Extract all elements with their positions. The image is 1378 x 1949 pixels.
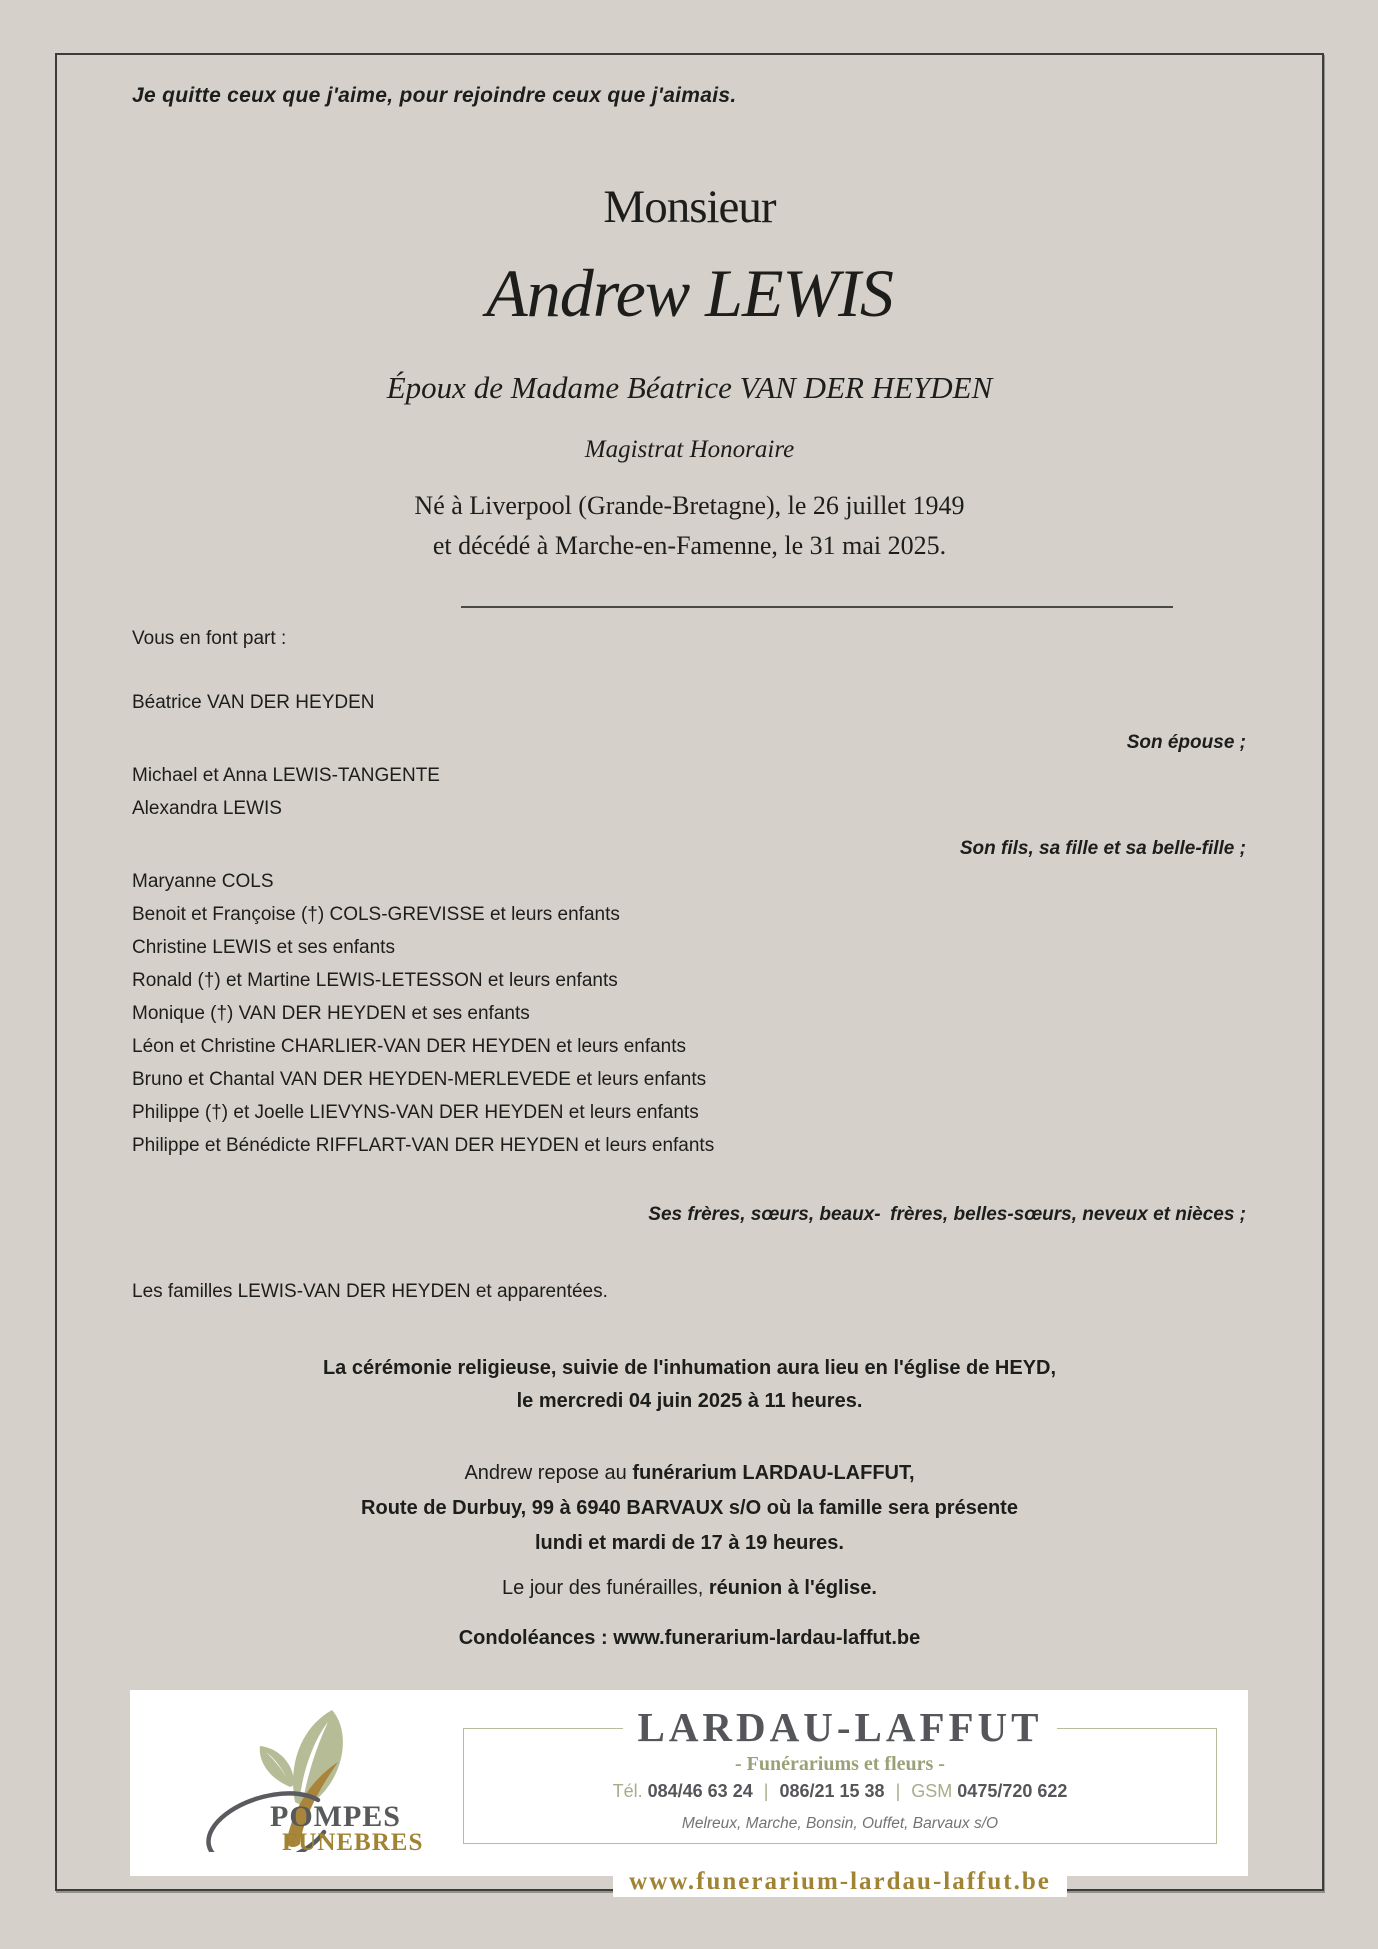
repose-line-1 [55, 1456, 1324, 1491]
gsm-label: GSM [911, 1781, 953, 1801]
gsm-number: 0475/720 622 [957, 1781, 1068, 1801]
family-member: Michael et Anna LEWIS-TANGENTE [132, 765, 440, 786]
ceremony-block [55, 1352, 1324, 1418]
logo-text-funebres: FUNEBRES [282, 1829, 424, 1856]
condolences-line: Condoléances : www.funerarium-lardau-laffut.be [458, 1627, 921, 1649]
honorific-title: Magistrat Honoraire [584, 436, 795, 463]
funeral-home-info-frame [463, 1704, 1217, 1895]
phone-row [464, 1781, 1216, 1802]
family-member: Bruno et Chantal VAN DER HEYDEN-MERLEVEDE et leurs enfants [132, 1069, 707, 1090]
brand-tagline: - Funérariums et fleurs - [735, 1753, 945, 1775]
family-member: Christine LEWIS et ses enfants [132, 937, 395, 958]
families-line: Les familles LEWIS-VAN DER HEYDEN et apparentées. [132, 1281, 608, 1302]
family-member: Benoit et Françoise (†) COLS-GREVISSE et leurs enfants [132, 904, 620, 925]
spouse-line: Époux de Madame Béatrice VAN DER HEYDEN [386, 370, 993, 405]
tel-number-2: 086/21 15 38 [779, 1781, 885, 1801]
separator: | [763, 1781, 769, 1801]
repose-funerarium: funérarium LARDAU-LAFFUT, [632, 1462, 915, 1484]
website-url: www.funerarium-lardau-laffut.be [613, 1867, 1067, 1897]
family-member: Maryanne COLS [132, 871, 274, 892]
logo-text-pompes: POMPES [270, 1800, 401, 1833]
funeral-day-prefix: Le jour des funérailles, [502, 1577, 709, 1599]
family-member: Philippe (†) et Joelle LIEVYNS-VAN DER HEYDEN et leurs enfants [132, 1102, 699, 1123]
repose-line-3: lundi et mardi de 17 à 19 heures. [534, 1532, 844, 1554]
funeral-day-line [55, 1577, 1324, 1600]
epitaph-quote: Je quitte ceux que j'aime, pour rejoindre ceux que j'aimais. [132, 84, 737, 107]
relation-label-children: Son fils, sa fille et sa belle-fille ; [959, 838, 1246, 859]
brand-name: LARDAU-LAFFUT [623, 1705, 1056, 1750]
family-member: Léon et Christine CHARLIER-VAN DER HEYDEN et leurs enfants [132, 1036, 687, 1057]
family-member: Ronald (†) et Martine LEWIS-LETESSON et leurs enfants [132, 970, 618, 991]
leaf-icon [260, 1746, 294, 1787]
family-list [132, 686, 1246, 1308]
family-member: Philippe et Bénédicte RIFFLART-VAN DER HEYDEN et leurs enfants [132, 1135, 715, 1156]
family-member: Alexandra LEWIS [132, 798, 282, 819]
birth-death-block [55, 486, 1324, 566]
repose-prefix: Andrew repose au [464, 1462, 633, 1484]
tel-label: Tél. [612, 1781, 643, 1801]
separator: | [895, 1781, 901, 1801]
ceremony-line-1: La cérémonie religieuse, suivie de l'inhumation aura lieu en l'église de HEYD, [322, 1357, 1057, 1379]
death-line: et décédé à Marche-en-Famenne, le 31 mai 2025. [432, 531, 947, 560]
tel-number-1: 084/46 63 24 [647, 1781, 753, 1801]
family-member: Béatrice VAN DER HEYDEN [132, 692, 375, 713]
brand-row [464, 1705, 1216, 1750]
ceremony-line-2: le mercredi 04 juin 2025 à 11 heures. [516, 1390, 863, 1412]
family-member: Monique (†) VAN DER HEYDEN et ses enfants [132, 1003, 530, 1024]
section-divider [461, 606, 1173, 608]
relation-label-spouse: Son épouse ; [1126, 732, 1246, 753]
civility-title: Monsieur [603, 181, 776, 233]
locations-line: Melreux, Marche, Bonsin, Ouffet, Barvaux s/O [681, 1815, 999, 1832]
funeral-home-banner [130, 1690, 1248, 1895]
relation-label-siblings: Ses frères, sœurs, beaux- frères, belles-sœurs, neveux et nièces ; [648, 1204, 1246, 1225]
funeral-day-bold: réunion à l'église. [708, 1577, 877, 1599]
announcement-intro: Vous en font part : [132, 628, 287, 649]
website-row [464, 1867, 1216, 1897]
repose-line-2: Route de Durbuy, 99 à 6940 BARVAUX s/O où la famille sera présente [361, 1497, 1018, 1519]
birth-line: Né à Liverpool (Grande-Bretagne), le 26 juillet 1949 [414, 491, 965, 520]
deceased-name: Andrew LEWIS [486, 255, 893, 331]
repose-block [55, 1456, 1324, 1561]
